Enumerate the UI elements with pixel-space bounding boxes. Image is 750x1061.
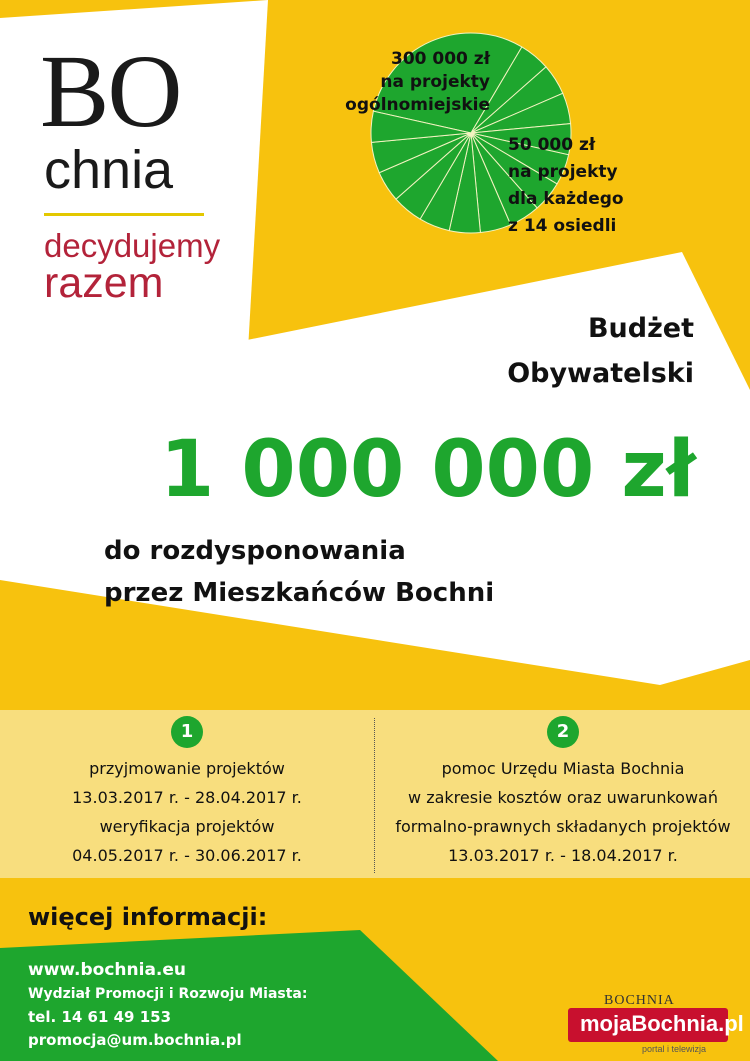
pie-label-city [345, 48, 490, 117]
pie-label-district-amount: 50 000 zł [508, 135, 596, 155]
headline-amount: 1 000 000 zł [160, 425, 696, 515]
sponsor-subtitle: portal i telewizja [642, 1044, 707, 1054]
department-label: Wydział Promocji i Rozwoju Miasta: [28, 986, 308, 1002]
step-2-line: 13.03.2017 r. - 18.04.2017 r. [448, 846, 678, 865]
pie-label-district-line2: na projekty [508, 162, 618, 182]
steps-divider [374, 718, 375, 873]
pie-label-city-line3: ogólnomiejskie [345, 95, 490, 115]
sponsor-logo-text: mojaBochnia.pl [580, 1011, 744, 1036]
step-2-line: formalno-prawnych składanych projektów [395, 817, 731, 836]
headline-desc2: przez Mieszkańców Bochni [104, 578, 495, 608]
step-1-line: 13.03.2017 r. - 28.04.2017 r. [72, 788, 302, 807]
pie-label-district-line4: z 14 osiedli [508, 216, 617, 236]
pie-label-district-line3: dla każdego [508, 189, 624, 209]
step-2 [376, 710, 750, 878]
step-1-line: weryfikacja projektów [99, 817, 275, 836]
step-1-line: 04.05.2017 r. - 30.06.2017 r. [72, 846, 302, 865]
step-1 [0, 710, 374, 878]
step-1-line: przyjmowanie projektów [89, 759, 285, 778]
logo-tagline-2: razem [44, 259, 164, 307]
headline-description [104, 530, 494, 614]
logo-underline [44, 213, 204, 216]
steps-band [0, 710, 750, 878]
website-link[interactable]: www.bochnia.eu [28, 960, 187, 980]
more-info-heading: więcej informacji: [28, 903, 268, 931]
logo-chnia: chnia [44, 140, 174, 200]
headline-budget [454, 306, 694, 396]
headline-line2: Obywatelski [507, 358, 694, 389]
logo-tagline-1: decydujemy [44, 227, 221, 264]
headline-line1: Budżet [587, 313, 694, 344]
headline-desc1: do rozdysponowania [104, 536, 406, 566]
pie-label-city-amount: 300 000 zł [390, 49, 490, 69]
step-2-number: 2 [547, 716, 579, 748]
step-2-line: pomoc Urzędu Miasta Bochnia [441, 759, 685, 778]
phone-number: tel. 14 61 49 153 [28, 1008, 172, 1026]
pie-label-district [508, 132, 624, 240]
email-link[interactable]: promocja@um.bochnia.pl [28, 1031, 242, 1049]
pie-label-city-line2: na projekty [380, 72, 490, 92]
logo-bo: BO [40, 34, 181, 149]
sponsor-top-text: BOCHNIA [604, 993, 675, 1008]
step-1-number: 1 [171, 716, 203, 748]
step-2-line: w zakresie kosztów oraz uwarunkowań [408, 788, 718, 807]
